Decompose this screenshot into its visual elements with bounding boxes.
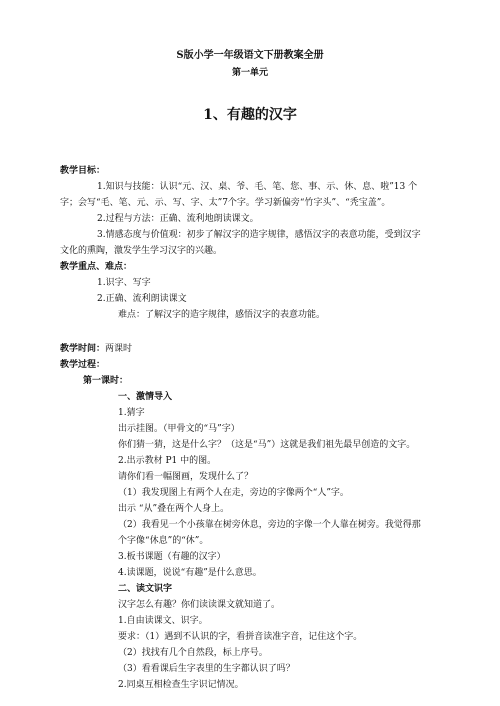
section2-line: 汉字怎么有趣？你们读读课文就知道了。 [118,600,281,610]
key-point-2: 2.正确、流利朗读课文 [97,294,187,304]
process-heading: 教学过程： [60,360,106,370]
section1-line: 出示挂图。（甲骨文的“马”字） [118,424,240,434]
teaching-time [60,343,132,355]
section1-line: （1）我发现图上有两个人在走，旁边的字像两个“人”字。 [118,488,349,498]
objective-item-1: 1.知识与技能：认识“元、汉、桌、爷、毛、笔、您、事、示、休、息、啦”13 个 [97,182,418,192]
section2-line: （2）找找有几个自然段，标上序号。 [118,648,268,658]
objective-item-3-cont: 文化的熏陶，激发学生学习汉字的兴趣。 [60,246,223,256]
section1-line: 个字像“休息”的“休”。 [118,536,209,546]
section1-line: 你们猜一猜，这是什么字？（这是“马”）这就是我们祖先最早创造的文字。 [118,440,416,450]
key-points-heading: 教学重点、难点： [60,262,133,272]
first-period-heading: 第一课时： [83,376,129,386]
section2-line: 2.同桌互相检查生字识记情况。 [118,680,244,690]
section2-line: 1.自由读课文、识字。 [118,616,208,626]
section1-line: 3.板书课题（有趣的汉字） [118,552,226,562]
objective-item-3: 3.情感态度与价值观：初步了解汉字的造字规律，感悟汉字的表意功能，受到汉字 [97,230,421,240]
section1-line: 出示 “从”叠在两个人身上。 [118,504,230,514]
section1-line: （2）我看见一个小孩靠在树旁休息，旁边的字像一个人靠在树旁。我觉得那 [118,520,421,530]
difficulty-point: 难点：了解汉字的造字规律，感悟汉字的表意功能。 [118,310,326,320]
section2-heading: 二、读文识字 [118,584,173,594]
lesson-title: 1、有趣的汉字 [203,107,297,123]
section1-line: 请你们看一幅图画，发现什么了？ [118,472,254,482]
teaching-time-label: 教学时间： [60,344,106,354]
objective-item-1-cont: 字；会写“毛、笔、元、示、写、字、太”7个字。学习新偏旁“竹字头”、“秃宝盖”。 [60,198,391,208]
section1-line: 1.猜字 [118,408,145,418]
objectives-heading: 教学目标： [60,166,106,176]
document-title: S版小学一年级语文下册教案全册 [176,50,324,61]
section2-line: 要求：（1）遇到不认识的字，看拼音读准字音，记住这个字。 [118,632,363,642]
section1-line: 4.读课题，说说“有趣”是什么意思。 [118,568,262,578]
section1-line: 2.出示教材 P1 中的图。 [118,456,217,466]
section1-heading: 一、激情导入 [118,392,173,402]
teaching-time-value: 两课时 [105,344,133,354]
unit-heading: 第一单元 [231,68,268,78]
key-point-1: 1.识字、写字 [97,278,151,288]
section2-line: （3）看看课后生字表里的生字都认识了吗？ [118,664,295,674]
objective-item-2: 2.过程与方法：正确、流利地朗读课文。 [97,214,259,224]
